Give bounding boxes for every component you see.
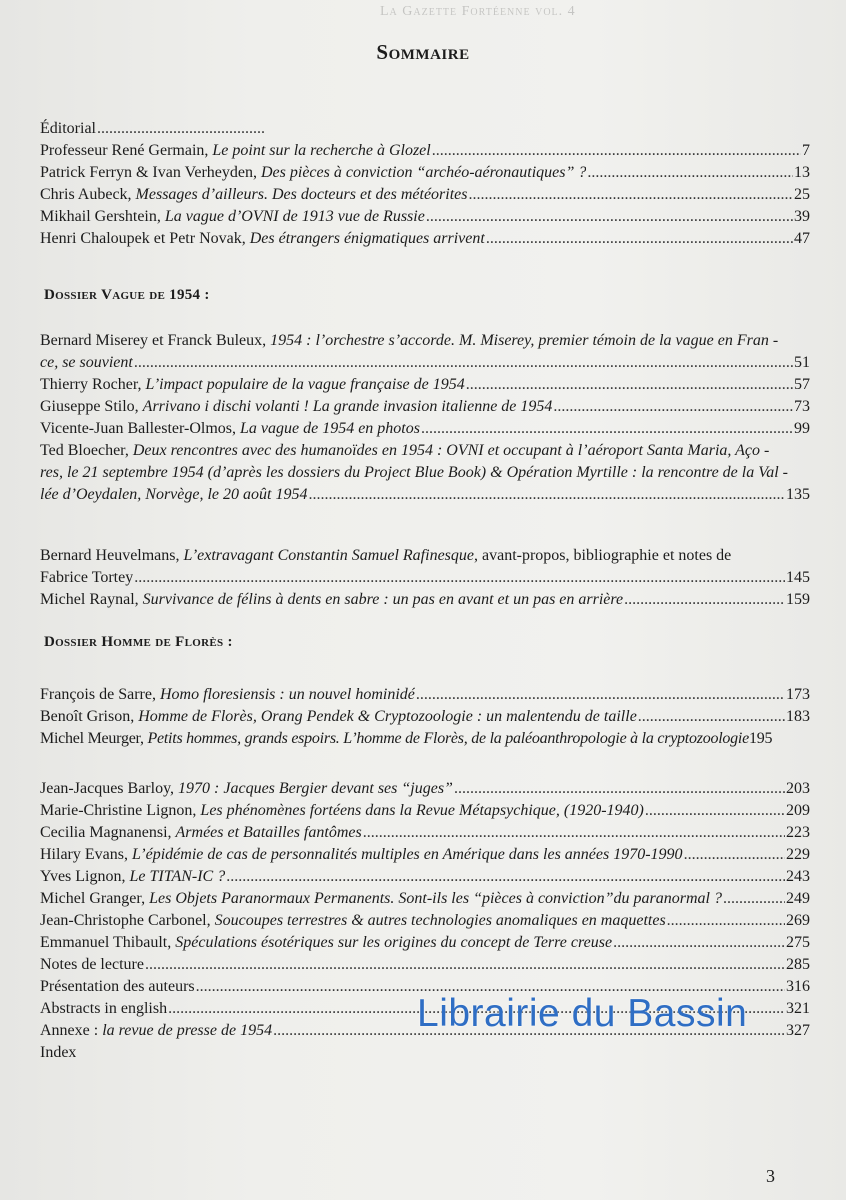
page-ref: 99 [794,420,810,437]
toc-entry[interactable]: Yves Lignon, Le TITAN-IC ? ..... 243 [40,866,810,888]
page-ref: 209 [786,802,810,819]
page-ref: 243 [786,868,810,885]
running-head: La Gazette Fortéenne vol. 4 [380,4,576,19]
toc-entry[interactable]: Benoît Grison, Homme de Florès, Orang Pendek & Cryptozoologie : un malentendu de taille ..... 183 [40,706,810,728]
toc-entry[interactable]: Cecilia Magnanensi, Armées et Batailles fantômes ..... 223 [40,822,810,844]
section-heading-flores: Dossier Homme de Florès : [44,634,233,650]
toc-entry[interactable]: Patrick Ferryn & Ivan Verheyden, Des pièces à conviction “archéo-aéronautiques” ? ..... 13 [40,162,810,184]
page-ref: 223 [786,824,810,841]
toc-entry[interactable]: Giuseppe Stilo, Arrivano i dischi volanti ! La grande invasion italienne de 1954 ..... 73 [40,396,810,418]
page-ref: 145 [786,569,810,586]
page-ref: 321 [786,1000,810,1017]
toc-entry[interactable]: Éditorial ..... [40,118,810,140]
toc-group-dossier-flores [40,684,810,750]
page-ref: 25 [794,186,810,203]
toc-entry[interactable]: Présentation des auteurs ..... 316 [40,976,810,998]
toc-entry[interactable]: Thierry Rocher, L’impact populaire de la vague française de 1954 ..... 57 [40,374,810,396]
toc-entry[interactable]: Professeur René Germain, Le point sur la recherche à Glozel ..... 7 [40,140,810,162]
toc-entry[interactable]: Bernard Miserey et Franck Buleux, 1954 : l’orchestre s’accorde. M. Miserey, premier témoin de la vague en Fran - ce, se souvient ..... 51 [40,330,810,374]
page-ref: 316 [786,978,810,995]
toc-entry[interactable]: Mikhail Gershtein, La vague d’OVNI de 1913 vue de Russie ..... 39 [40,206,810,228]
toc-entry[interactable]: Michel Meurger, Petits hommes, grands espoirs. L’homme de Florès, de la paléoanthropologie à la cryptozoologie 195 [40,728,810,750]
toc-entry[interactable]: Index [40,1044,77,1061]
toc-entry[interactable]: Abstracts in english ..... 321 [40,998,810,1020]
page-ref: 327 [786,1022,810,1039]
toc-group-1 [40,118,810,250]
toc-entry[interactable]: Jean-Christophe Carbonel, Soucoupes terrestres & autres technologies anomaliques en maquettes ..... 269 [40,910,810,932]
page-ref: 285 [786,956,810,973]
page-ref: 47 [794,230,810,247]
page-ref: 51 [794,354,810,371]
page-ref: 173 [786,686,810,703]
watermark-logo: Librairie du Bassin [417,992,748,1035]
toc-entry[interactable]: Hilary Evans, L’épidémie de cas de personnalités multiples en Amérique dans les années 1970-1990 ..... 229 [40,844,810,866]
page-ref: 195 [748,730,773,747]
toc-entry[interactable]: Bernard Heuvelmans, L’extravagant Constantin Samuel Rafinesque, avant-propos, bibliographie et notes de Fabrice Tortey ..... 145 [40,545,810,589]
page-ref: 203 [786,780,810,797]
page-ref: 57 [794,376,810,393]
page-ref: 269 [786,912,810,929]
toc-entry[interactable]: Emmanuel Thibault, Spéculations ésotériques sur les origines du concept de Terre creuse ..... 275 [40,932,810,954]
page-ref: 183 [786,708,810,725]
toc-entry[interactable]: Annexe : la revue de presse de 1954 ..... 327 [40,1020,810,1042]
page-ref: 229 [786,846,810,863]
toc-entry[interactable]: Jean-Jacques Barloy, 1970 : Jacques Bergier devant ses “juges” ..... 203 [40,778,810,800]
page-ref: 135 [786,486,810,503]
toc-group-dossier-1954 [40,330,810,506]
toc-entry[interactable]: Vicente-Juan Ballester-Olmos, La vague de 1954 en photos ..... 99 [40,418,810,440]
page-ref: 7 [802,142,810,159]
page-ref: 13 [794,164,810,181]
page-ref: 159 [786,591,810,608]
toc-group-dossier-1954-b [40,545,810,611]
section-heading-vague-1954: Dossier Vague de 1954 : [44,287,210,303]
page-ref: 73 [794,398,810,415]
page-title: Sommaire [376,40,470,64]
toc-entry[interactable]: Marie-Christine Lignon, Les phénomènes fortéens dans la Revue Métapsychique, (1920-1940) ..... 209 [40,800,810,822]
page-ref: 39 [794,208,810,225]
toc-entry[interactable]: François de Sarre, Homo floresiensis : un nouvel hominidé ..... 173 [40,684,810,706]
toc-entry[interactable]: Michel Raynal, Survivance de félins à dents en sabre : un pas en avant et un pas en arrière ..... 159 [40,589,810,611]
toc-entry[interactable]: Henri Chaloupek et Petr Novak, Des étrangers énigmatiques arrivent ..... 47 [40,228,810,250]
toc-entry[interactable]: Michel Granger, Les Objets Paranormaux Permanents. Sont-ils les “pièces à conviction”du paranormal ? ..... 249 [40,888,810,910]
page-number: 3 [766,1166,775,1186]
page-ref: 275 [786,934,810,951]
toc-entry[interactable]: Chris Aubeck, Messages d’ailleurs. Des docteurs et des météorites ..... 25 [40,184,810,206]
toc-entry[interactable]: Ted Bloecher, Deux rencontres avec des humanoïdes en 1954 : OVNI et occupant à l’aéroport Santa Maria, Aço - res, le 21 septembre 1954 (d’après les dossiers du Project Blue Book) & Opération Myrtille : la rencontre de la Val - lée d’Oeydalen, Norvège, le 20 août 1954 ..... 135 [40,440,810,506]
page-ref: 249 [786,890,810,907]
toc-entry[interactable]: Notes de lecture ..... 285 [40,954,810,976]
